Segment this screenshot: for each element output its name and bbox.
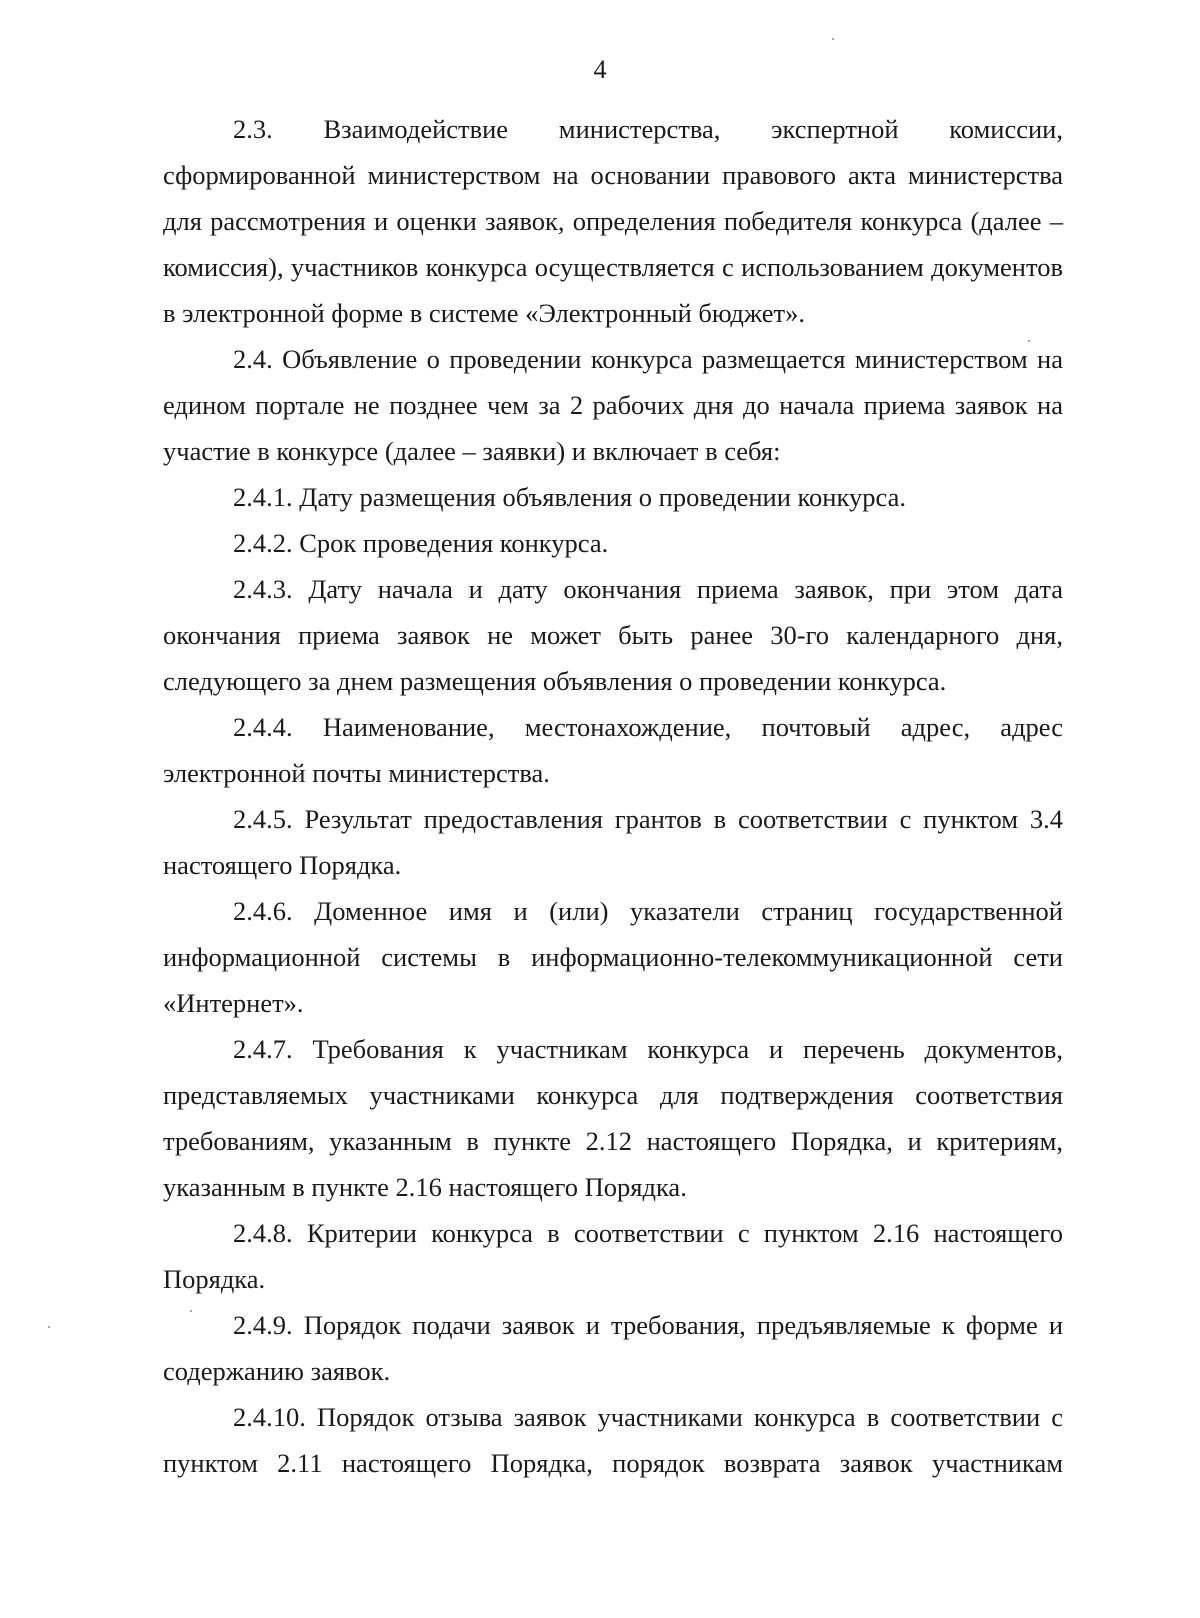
paragraph-2-4-6: 2.4.6. Доменное имя и (или) указатели страниц государственной информационной системы в информационно-телекоммуникационной сети «Интернет». (163, 896, 1063, 1018)
paragraph-2-4-3: 2.4.3. Дату начала и дату окончания приема заявок, при этом дата окончания приема заявок не может быть ранее 30-го календарного дня, следующего за днем размещения объявления о проведении конкурса. (163, 574, 1063, 696)
paragraph-2-4-9: 2.4.9. Порядок подачи заявок и требования, предъявляемые к форме и содержанию заявок. (163, 1310, 1063, 1386)
paragraph-2-3: 2.3. Взаимодействие министерства, экспертной комиссии, сформированной министерством на основании правового акта министерства для рассмотрения и оценки заявок, определения победителя конкурса (далее – комиссия), участников конкурса осуществляется с использованием документов в электронной форме в системе «Электронный бюджет». (163, 114, 1063, 328)
paragraph-2-4-4: 2.4.4. Наименование, местонахождение, почтовый адрес, адрес электронной почты министерства. (163, 712, 1063, 788)
paragraph-2-4-8: 2.4.8. Критерии конкурса в соответствии с пунктом 2.16 настоящего Порядка. (163, 1218, 1063, 1294)
paragraph-2-4-10: 2.4.10. Порядок отзыва заявок участниками конкурса в соответствии с пунктом 2.11 настоящего Порядка, порядок возврата заявок участникам (163, 1402, 1063, 1478)
paragraph-2-4-7: 2.4.7. Требования к участникам конкурса и перечень документов, представляемых участниками конкурса для подтверждения соответствия требованиям, указанным в пункте 2.12 настоящего Порядка, и критериям, указанным в пункте 2.16 настоящего Порядка. (163, 1034, 1063, 1202)
scan-speck (48, 1326, 50, 1328)
scan-speck (832, 38, 834, 40)
page-number: 4 (593, 55, 607, 84)
paragraph-2-4-2: 2.4.2. Срок проведения конкурса. (233, 528, 609, 558)
paragraph-2-4: 2.4. Объявление о проведении конкурса размещается министерством на едином портале не позднее чем за 2 рабочих дня до начала приема заявок на участие в конкурсе (далее – заявки) и включает в себя: (163, 344, 1063, 466)
document-body (163, 106, 1063, 1486)
paragraph-2-4-1: 2.4.1. Дату размещения объявления о проведении конкурса. (233, 482, 906, 512)
scan-speck (1028, 340, 1030, 342)
scan-speck (190, 1310, 192, 1312)
paragraph-2-4-5: 2.4.5. Результат предоставления грантов в соответствии с пунктом 3.4 настоящего Порядка. (163, 804, 1063, 880)
